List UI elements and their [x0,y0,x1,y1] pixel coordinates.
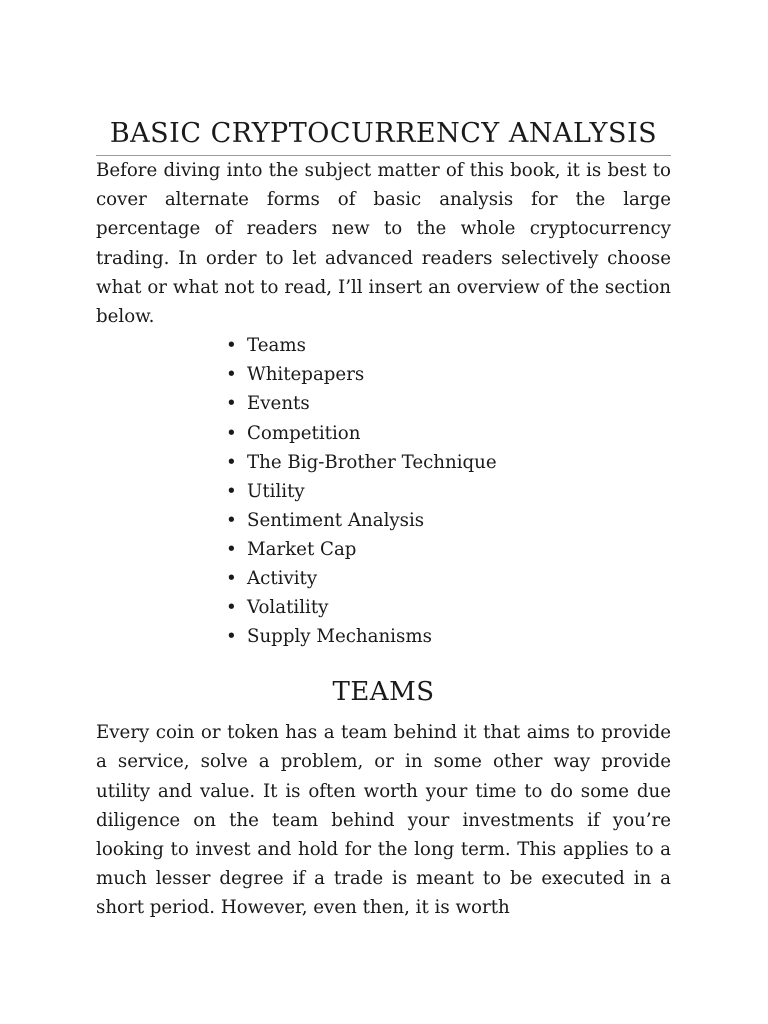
list-item-label: Competition [247,422,361,444]
book-page [96,114,671,923]
list-item [226,593,671,622]
list-item-label: Activity [247,567,318,589]
list-item [226,535,671,564]
bullet-icon: • [226,364,237,386]
bullet-icon: • [226,538,237,560]
bullet-icon: • [226,626,237,648]
list-item-label: Utility [247,480,305,502]
chapter-title: BASIC CRYPTOCURRENCY ANALYSIS [96,114,671,156]
list-item-label: Supply Mechanisms [247,626,432,648]
bullet-icon: • [226,480,237,502]
bullet-icon: • [226,451,237,473]
list-item-label: Teams [247,335,306,357]
bullet-icon: • [226,567,237,589]
section-overview-list [96,331,671,651]
teams-paragraph: Every coin or token has a team behind it that aims to provide a service, solve a problem, or in some other way provide utility and value. It is often worth your time to do some due diligence on the team behind your investments if you’re looking to invest and hold for the long term. This applies to a much lesser degree if a trade is meant to be executed in a short period. However, even then, it is worth [96,722,671,919]
list-item [226,506,671,535]
list-item [226,477,671,506]
list-item-label: Events [247,393,310,415]
bullet-icon: • [226,335,237,357]
bullet-icon: • [226,422,237,444]
list-item [226,622,671,651]
list-item-label: Volatility [247,597,329,619]
list-item [226,448,671,477]
list-item-label: The Big-Brother Technique [247,451,497,473]
list-item-label: Whitepapers [247,364,365,386]
bullet-icon: • [226,597,237,619]
list-item-label: Sentiment Analysis [247,509,425,531]
bullet-icon: • [226,509,237,531]
list-item-label: Market Cap [247,538,357,560]
list-item [226,389,671,418]
bullet-icon: • [226,393,237,415]
section-title-teams: TEAMS [332,677,435,708]
list-item [226,360,671,389]
list-item [226,419,671,448]
intro-paragraph: Before diving into the subject matter of this book, it is best to cover alternate forms of basic analysis for the large percentage of readers new to the whole cryptocurrency trading. In order to let advanced readers selectively choose what or what not to read, I’ll insert an overview of the section below. [96,160,671,328]
list-item [226,564,671,593]
list-item [226,331,671,360]
